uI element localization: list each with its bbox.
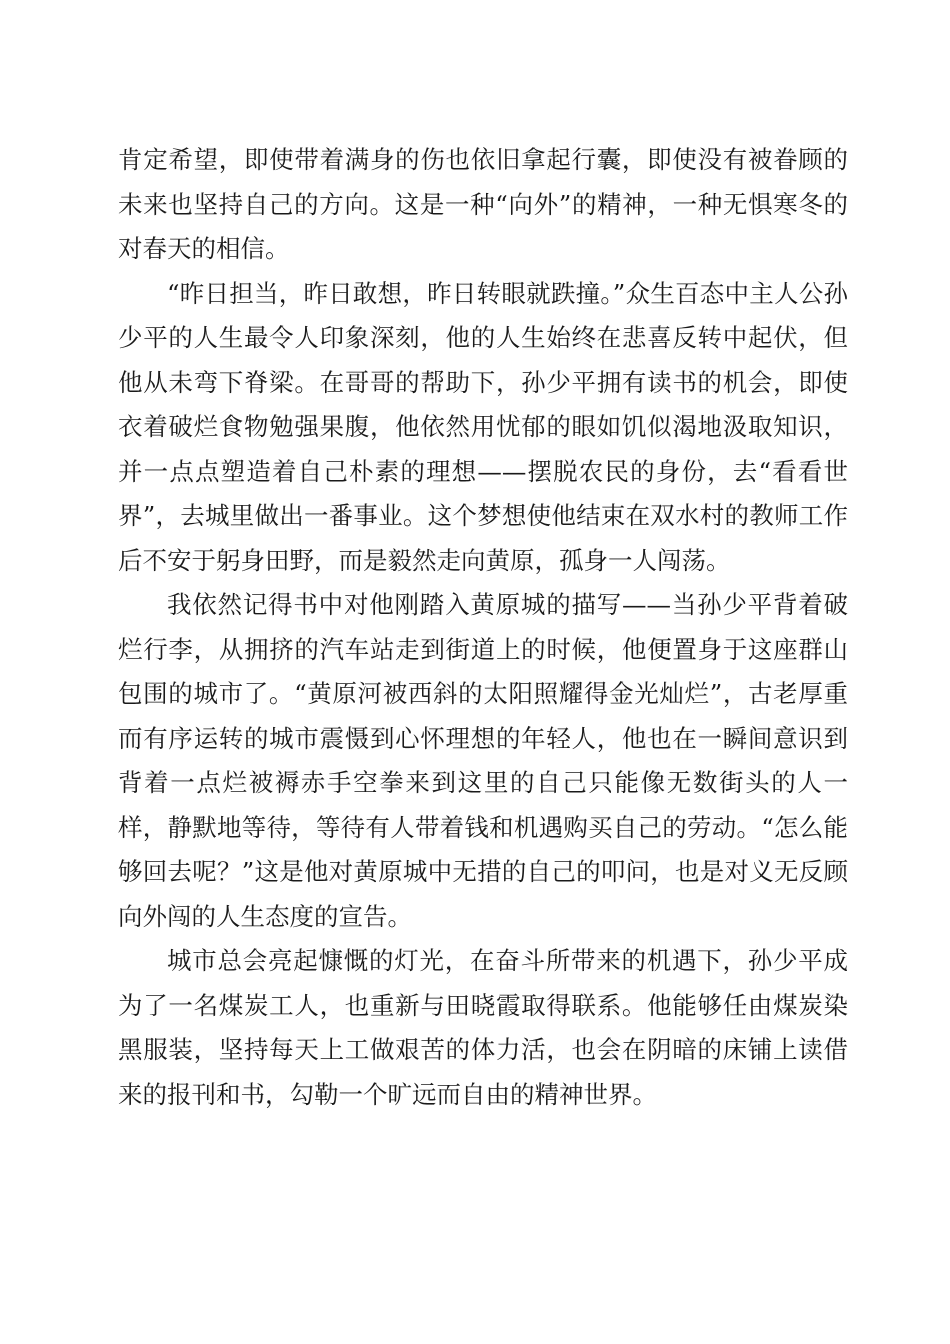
- paragraph-continuation: 肯定希望，即使带着满身的伤也依旧拿起行囊，即使没有被眷顾的未来也坚持自己的方向。这是一种“向外”的精神，一种无惧寒冬的对春天的相信。: [118, 145, 848, 263]
- paragraph-coal-worker: 城市总会亮起慷慨的灯光，在奋斗所带来的机遇下，孙少平成为了一名煤炭工人，也重新与田晓霞取得联系。他能够任由煤炭染黑服装，坚持每天上工做艰苦的体力活，也会在阴暗的床铺上读借来的报刊和书，勾勒一个旷远而自由的精神世界。: [118, 946, 848, 1109]
- essay-body: [118, 138, 848, 1117]
- paragraph-huangyuan-city: 我依然记得书中对他刚踏入黄原城的描写——当孙少平背着破烂行李，从拥挤的汽车站走到街道上的时候，他便置身于这座群山包围的城市了。“黄原河被西斜的太阳照耀得金光灿烂”，古老厚重而有序运转的城市震慑到心怀理想的年轻人，他也在一瞬间意识到背着一点烂被褥赤手空拳来到这里的自己只能像无数街头的人一样，静默地等待，等待有人带着钱和机遇购买自己的劳动。“怎么能够回去呢？”这是他对黄原城中无措的自己的叩问，也是对义无反顾向外闯的人生态度的宣告。: [118, 590, 848, 931]
- paragraph-sun-shaoping-life: “昨日担当，昨日敢想，昨日转眼就跌撞。”众生百态中主人公孙少平的人生最令人印象深刻，他的人生始终在悲喜反转中起伏，但他从未弯下脊梁。在哥哥的帮助下，孙少平拥有读书的机会，即使衣着破烂食物勉强果腹，他依然用忧郁的眼如饥似渴地汲取知识，并一点点塑造着自己朴素的理想——摆脱农民的身份，去“看看世界”，去城里做出一番事业。这个梦想使他结束在双水村的教师工作后不安于躬身田野，而是毅然走向黄原，孤身一人闯荡。: [118, 278, 848, 575]
